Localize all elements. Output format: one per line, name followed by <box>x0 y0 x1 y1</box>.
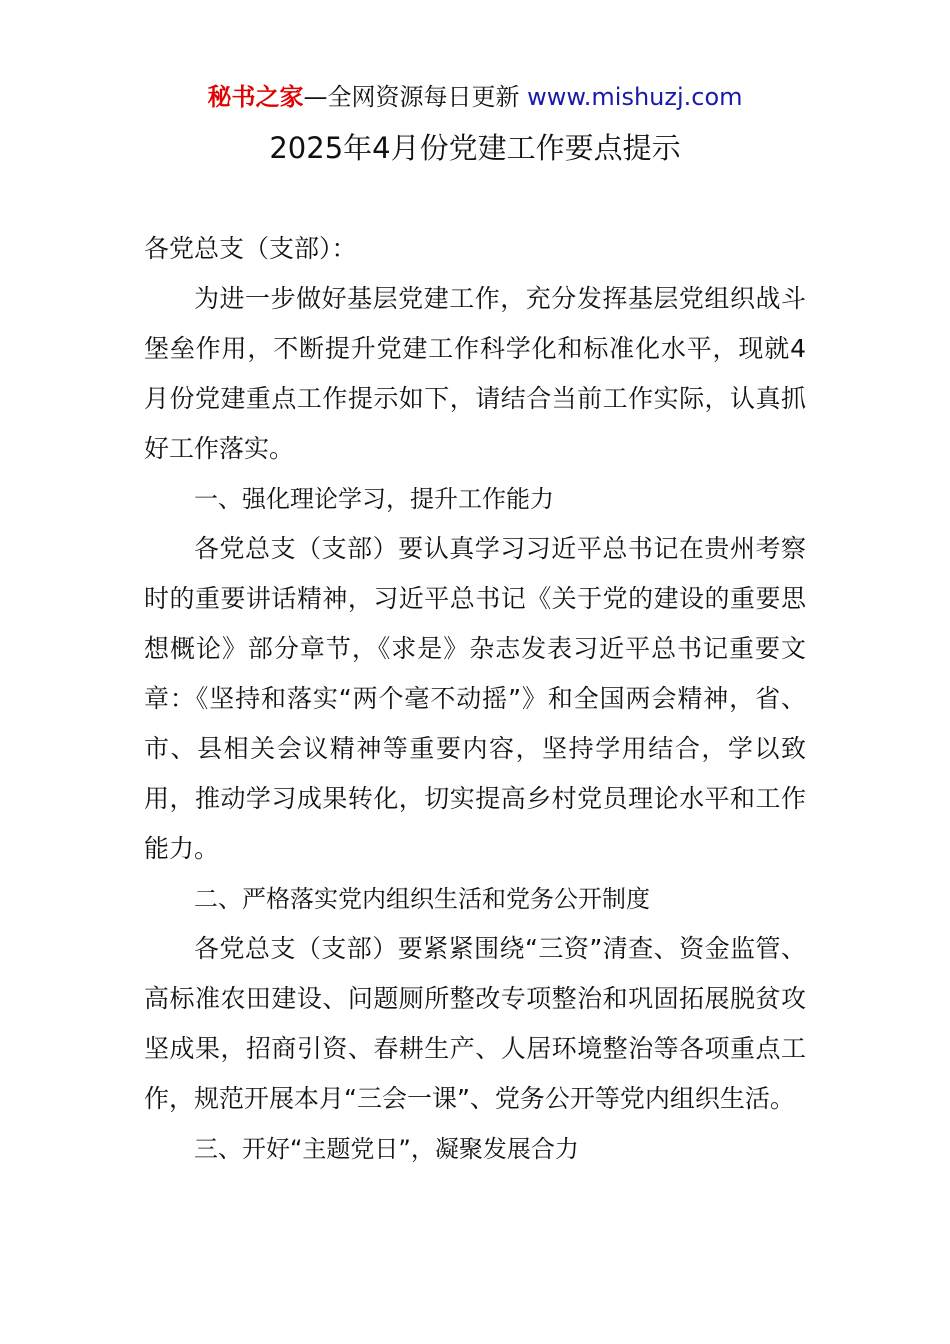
section-body-1: 各党总支（支部）要认真学习习近平总书记在贵州考察时的重要讲话精神，习近平总书记《关于党的建设的重要思想概论》部分章节，《求是》杂志发表习近平总书记重要文章：《坚持和落实“两个毫不动摇”》和全国两会精神，省、市、县相关会议精神等重要内容，坚持学用结合，学以致用，推动学习成果转化，切实提高乡村党员理论水平和工作能力。 <box>144 534 806 863</box>
salutation: 各党总支（支部）： <box>144 234 357 263</box>
intro-paragraph: 为进一步做好基层党建工作，充分发挥基层党组织战斗堡垒作用，不断提升党建工作科学化和标准化水平，现就4月份党建重点工作提示如下，请结合当前工作实际，认真抓好工作落实。 <box>144 284 806 463</box>
document-title: 2025年4月份党建工作要点提示 <box>269 131 681 165</box>
section-body-2: 各党总支（支部）要紧紧围绕“三资”清查、资金监管、高标准农田建设、问题厕所整改专项整治和巩固拓展脱贫攻坚成果，招商引资、春耕生产、人居环境整治等各项重点工作，规范开展本月“三会一课”、党务公开等党内组织生活。 <box>144 934 806 1113</box>
section-heading-3: 三、开好“主题党日”，凝聚发展合力 <box>194 1135 579 1163</box>
document-body <box>144 224 806 1174</box>
section-heading-1: 一、强化理论学习，提升工作能力 <box>194 485 554 513</box>
section-heading-2: 二、严格落实党内组织生活和党务公开制度 <box>194 885 650 913</box>
brand-name: 秘书之家 <box>207 83 304 111</box>
site-url[interactable]: www.mishuzj.com <box>527 83 743 111</box>
site-header <box>0 80 950 114</box>
header-tagline: —全网资源每日更新 <box>303 83 520 111</box>
